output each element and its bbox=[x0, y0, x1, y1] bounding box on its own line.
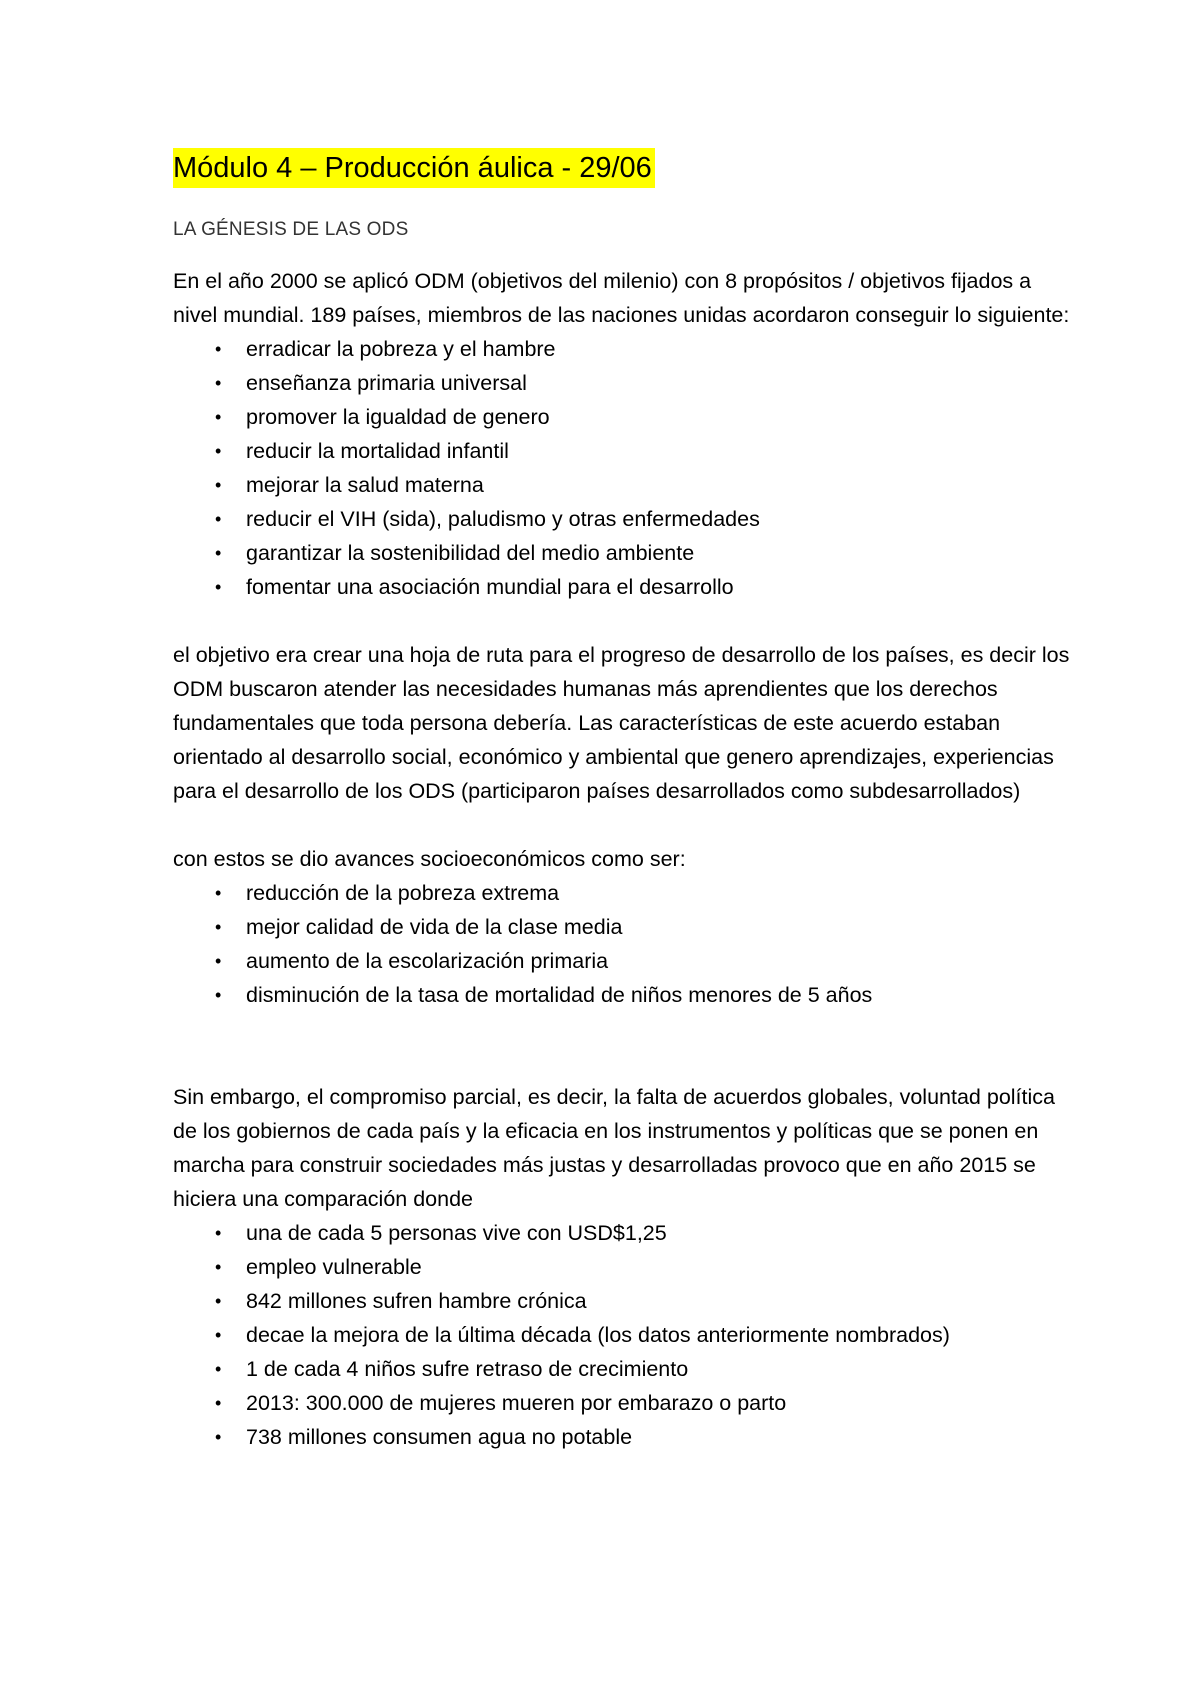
list-item-text: aumento de la escolarización primaria bbox=[246, 949, 609, 973]
list-item bbox=[173, 944, 1073, 978]
bullet-icon: • bbox=[215, 475, 222, 495]
list-item bbox=[173, 332, 1073, 366]
list-item-text: reducir la mortalidad infantil bbox=[246, 439, 509, 463]
list-item bbox=[173, 876, 1073, 910]
bullet-icon: • bbox=[215, 951, 222, 971]
bullet-icon: • bbox=[215, 577, 222, 597]
list-item bbox=[173, 1250, 1073, 1284]
objective-paragraph: el objetivo era crear una hoja de ruta para el progreso de desarrollo de los países, es decir los ODM buscaron atender las necesidades humanas más aprendientes que los derechos fundamentales que toda persona debería. Las características de este acuerdo estaban orientado al desarrollo social, económico y ambiental que genero aprendizajes, experiencias para el desarrollo de los ODS (participaron países desarrollados como subdesarrollados) bbox=[173, 643, 1070, 803]
list-item bbox=[173, 536, 1073, 570]
bullet-icon: • bbox=[215, 1427, 222, 1447]
advances-intro-paragraph: con estos se dio avances socioeconómicos como ser: bbox=[173, 847, 686, 871]
list-item-text: 738 millones consumen agua no potable bbox=[246, 1425, 633, 1449]
bullet-icon: • bbox=[215, 509, 222, 529]
list-item bbox=[173, 1420, 1073, 1454]
bullet-icon: • bbox=[215, 441, 222, 461]
list-item bbox=[173, 570, 1073, 604]
list-item-text: mejor calidad de vida de la clase media bbox=[246, 915, 623, 939]
list-item-text: disminución de la tasa de mortalidad de niños menores de 5 años bbox=[246, 983, 873, 1007]
bullet-icon: • bbox=[215, 1359, 222, 1379]
bullet-icon: • bbox=[215, 543, 222, 563]
list-item bbox=[173, 468, 1073, 502]
list-item bbox=[173, 1352, 1073, 1386]
list-item-text: una de cada 5 personas vive con USD$1,25 bbox=[246, 1221, 667, 1245]
list-item bbox=[173, 978, 1073, 1012]
bullet-icon: • bbox=[215, 1325, 222, 1345]
comparison-list bbox=[173, 1216, 1073, 1454]
bullet-icon: • bbox=[215, 407, 222, 427]
list-item bbox=[173, 366, 1073, 400]
advances-list bbox=[173, 876, 1073, 1012]
list-item bbox=[173, 502, 1073, 536]
bullet-icon: • bbox=[215, 373, 222, 393]
list-item bbox=[173, 1318, 1073, 1352]
list-item-text: 1 de cada 4 niños sufre retraso de crecimiento bbox=[246, 1357, 689, 1381]
list-item bbox=[173, 434, 1073, 468]
bullet-icon: • bbox=[215, 883, 222, 903]
list-item bbox=[173, 1284, 1073, 1318]
list-item-text: promover la igualdad de genero bbox=[246, 405, 550, 429]
odm-goals-list bbox=[173, 332, 1073, 604]
list-item-text: reducir el VIH (sida), paludismo y otras enfermedades bbox=[246, 507, 760, 531]
list-item bbox=[173, 910, 1073, 944]
list-item-text: erradicar la pobreza y el hambre bbox=[246, 337, 556, 361]
bullet-icon: • bbox=[215, 339, 222, 359]
bullet-icon: • bbox=[215, 917, 222, 937]
list-item bbox=[173, 1216, 1073, 1250]
list-item-text: garantizar la sostenibilidad del medio ambiente bbox=[246, 541, 695, 565]
document-title: Módulo 4 – Producción áulica - 29/06 bbox=[173, 148, 655, 188]
section-heading: LA GÉNESIS DE LAS ODS bbox=[173, 219, 409, 240]
list-item-text: 2013: 300.000 de mujeres mueren por embarazo o parto bbox=[246, 1391, 787, 1415]
list-item-text: empleo vulnerable bbox=[246, 1255, 422, 1279]
bullet-icon: • bbox=[215, 985, 222, 1005]
list-item-text: reducción de la pobreza extrema bbox=[246, 881, 560, 905]
bullet-icon: • bbox=[215, 1257, 222, 1277]
list-item-text: decae la mejora de la última década (los datos anteriormente nombrados) bbox=[246, 1323, 950, 1347]
bullet-icon: • bbox=[215, 1291, 222, 1311]
intro-paragraph: En el año 2000 se aplicó ODM (objetivos del milenio) con 8 propósitos / objetivos fijados a nivel mundial. 189 países, miembros de las naciones unidas acordaron conseguir lo siguiente: bbox=[173, 269, 1070, 327]
bullet-icon: • bbox=[215, 1223, 222, 1243]
list-item bbox=[173, 1386, 1073, 1420]
list-item bbox=[173, 400, 1073, 434]
commitment-paragraph: Sin embargo, el compromiso parcial, es decir, la falta de acuerdos globales, voluntad política de los gobiernos de cada país y la eficacia en los instrumentos y políticas que se ponen en marcha para construir sociedades más justas y desarrolladas provoco que en año 2015 se hiciera una comparación donde bbox=[173, 1085, 1055, 1211]
document-page bbox=[173, 148, 1073, 1454]
list-item-text: mejorar la salud materna bbox=[246, 473, 484, 497]
list-item-text: 842 millones sufren hambre crónica bbox=[246, 1289, 587, 1313]
bullet-icon: • bbox=[215, 1393, 222, 1413]
list-item-text: fomentar una asociación mundial para el desarrollo bbox=[246, 575, 734, 599]
list-item-text: enseñanza primaria universal bbox=[246, 371, 527, 395]
